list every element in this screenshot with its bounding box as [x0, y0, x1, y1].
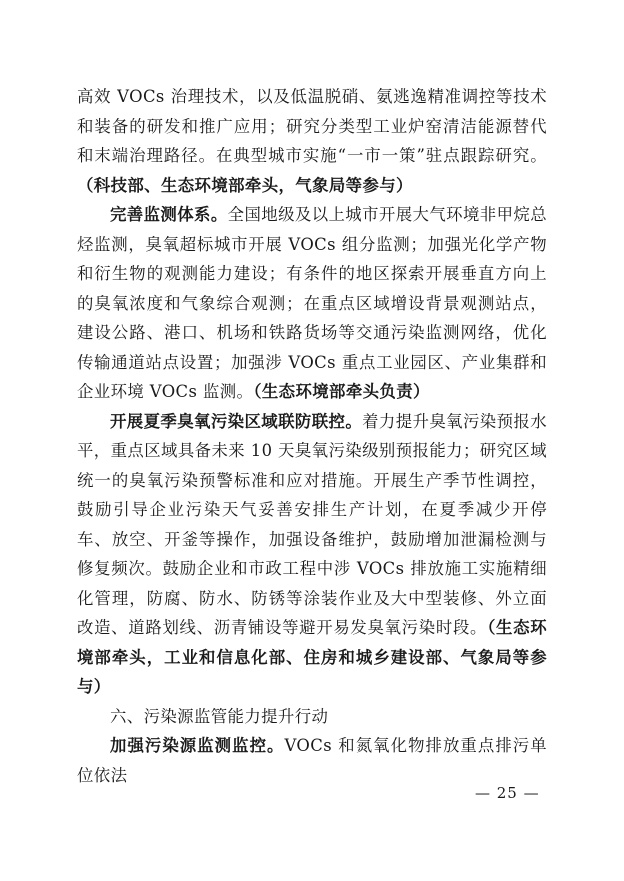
- paragraph-3: [77, 407, 547, 702]
- section-heading: 六、污染源监管能力提升行动: [110, 706, 329, 726]
- paragraph-text: 全国地级及以上城市开展大气环境非甲烷总烃监测，臭氧超标城市开展 VOCs 组分监测；加强光化学产物和衍生物的观测能力建设；有条件的地区探索开展垂直方向上的臭氧浓度和气象综合观测；在重点区域增设背景观测站点，建设公路、港口、机场和铁路货场等交通污染监测网络，优化传输通道站点设置；加强涉 VOCs 重点工业园区、产业集群和企业环境 VOCs 监测。: [77, 205, 547, 401]
- paragraph-text: 高效 VOCs 治理技术，以及低温脱硝、氨逃逸精准调控等技术和装备的研发和推广应用；研究分类型工业炉窑清洁能源替代和末端治理路径。在典型城市实施“一市一策”驻点跟踪研究。: [77, 87, 547, 165]
- paragraph-text: VOCs 和氮氧化物排放重点排污单位依法: [77, 736, 548, 785]
- paragraph-4: [77, 731, 547, 790]
- page-number: — 25 —: [475, 784, 540, 802]
- document-body: [77, 82, 547, 790]
- responsibility-note: （生态环境部牵头负责）: [253, 382, 430, 401]
- responsibility-note: （生态环境部牵头，工业和信息化部、住房和城乡建设部、气象局等参与）: [77, 618, 547, 696]
- paragraph-heading: 开展夏季臭氧污染区域联防联控。: [110, 411, 363, 431]
- paragraph-2: [77, 200, 547, 407]
- paragraph-heading: 加强污染源监测监控。: [110, 736, 285, 755]
- responsibility-note: （科技部、生态环境部牵头，气象局等参与）: [77, 175, 413, 195]
- paragraph-1: [77, 82, 547, 200]
- paragraph-heading: 完善监测体系。: [110, 205, 228, 224]
- paragraph-text: 着力提升臭氧污染预报水平，重点区域具备未来 10 天臭氧污染级别预报能力；研究区域统一的臭氧污染预警标准和应对措施。开展生产季节性调控，鼓励引导企业污染天气妥善安排生产计划，在夏季减少开停车、放空、开釜等操作，加强设备维护，鼓励增加泄漏检测与修复频次。鼓励企业和市政工程中涉 VOCs 排放施工实施精细化管理，防腐、防水、防锈等涂装作业及大中型装修、外立面改造、道路划线、沥青铺设等避开易发臭氧污染时段。: [77, 411, 547, 637]
